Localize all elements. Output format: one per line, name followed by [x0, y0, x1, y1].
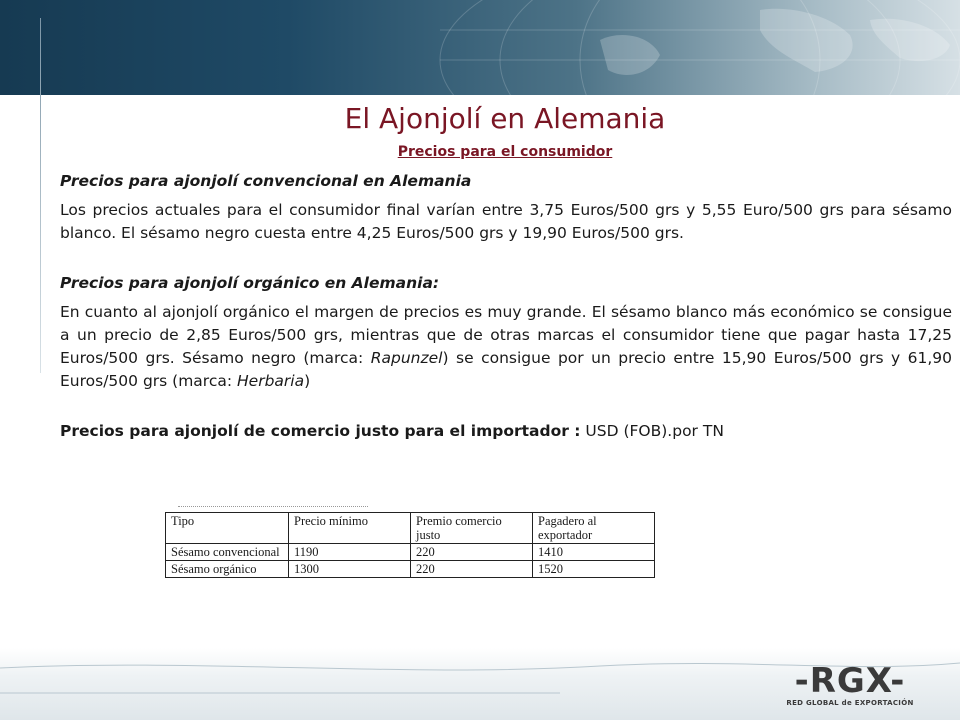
organic-text-1: En cuanto al ajonjolí orgánico el margen de precios es muy grande. El sésamo blanco más económico se consigue a un precio de 2,85 Euros/500 grs, mientras que de otras marcas el consumidor tiene que pagar hasta 17,25 Euros/500 grs. Sésamo negro (marca: [60, 303, 952, 367]
section-heading-organic: Precios para ajonjolí orgánico en Alemania: [60, 274, 440, 292]
table-cell: 1410 [533, 544, 655, 561]
table-cell: 1190 [289, 544, 411, 561]
table-row [166, 561, 655, 578]
decorative-vertical-line [40, 18, 41, 373]
fairtrade-heading-suffix: USD (FOB).por TN [580, 422, 724, 440]
table-cell: 220 [411, 561, 533, 578]
organic-text-2: ) se consigue por un precio entre 15,90 Euros/500 grs y 61,90 Euros/500 grs (marca: [60, 349, 952, 390]
table-header-cell: Pagadero al exportador [533, 513, 655, 544]
table-header-cell: Tipo [166, 513, 289, 544]
table-header-cell: Premio comercio justo [411, 513, 533, 544]
table-cell: 220 [411, 544, 533, 561]
table-caption-artifact [178, 506, 368, 510]
slide-content [60, 170, 952, 443]
table-cell: 1300 [289, 561, 411, 578]
logo-tagline: RED GLOBAL de EXPORTACIÓN [786, 699, 914, 707]
section-heading-conventional: Precios para ajonjolí convencional en Alemania [60, 172, 472, 190]
table-cell: 1520 [533, 561, 655, 578]
price-table [165, 512, 655, 578]
section-heading-fairtrade [60, 420, 952, 443]
fairtrade-heading-bold: Precios para ajonjolí de comercio justo para el importador : [60, 422, 581, 440]
section-body-conventional: Los precios actuales para el consumidor final varían entre 3,75 Euros/500 grs y 5,55 Euro/500 grs para sésamo blanco. El sésamo negro cuesta entre 4,25 Euros/500 grs y 19,90 Euros/500 grs. [60, 201, 952, 242]
page-subtitle: Precios para el consumidor [397, 144, 613, 160]
brand-herbaria: Herbaria [237, 372, 305, 390]
table-cell: Sésamo convencional [166, 544, 289, 561]
section-body-organic [60, 301, 952, 393]
rgx-logo [780, 661, 920, 707]
table-cell: Sésamo orgánico [166, 561, 289, 578]
brand-rapunzel: Rapunzel [370, 349, 443, 367]
header-banner [0, 0, 960, 95]
table-header-cell: Precio mínimo [289, 513, 411, 544]
table-header-row [166, 513, 655, 544]
page-title: El Ajonjolí en Alemania [344, 102, 666, 135]
logo-mark: -RGX- [794, 661, 906, 701]
table-row [166, 544, 655, 561]
world-map-graphic [0, 0, 960, 95]
organic-text-3: ) [304, 372, 311, 390]
